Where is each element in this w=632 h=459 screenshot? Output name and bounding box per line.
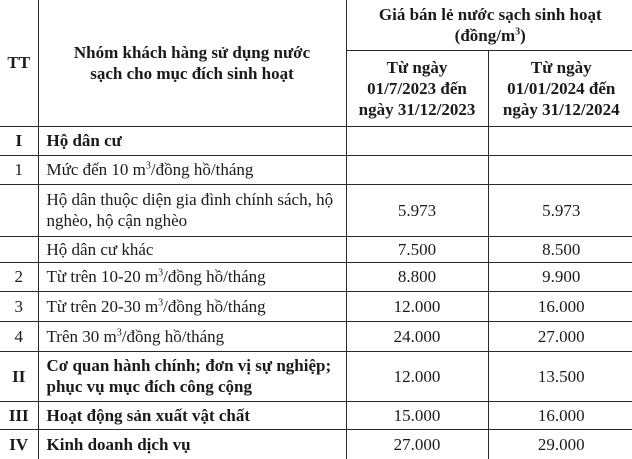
header-price xyxy=(346,0,632,50)
row-price-2023: 12.000 xyxy=(346,351,488,401)
row-price-2024: 27.000 xyxy=(488,321,632,351)
table-row xyxy=(0,291,632,321)
row-price-2024: 29.000 xyxy=(488,429,632,459)
row-name: Hộ dân thuộc diện gia đình chính sách, hộ nghèo, hộ cận nghèo xyxy=(38,184,346,236)
row-price-2023: 8.800 xyxy=(346,262,488,291)
row-price-2023: 5.973 xyxy=(346,184,488,236)
row-price-2024: 8.500 xyxy=(488,236,632,262)
row-price-2023 xyxy=(346,155,488,184)
row-price-2024: 9.900 xyxy=(488,262,632,291)
row-price-2023: 24.000 xyxy=(346,321,488,351)
table-row xyxy=(0,126,632,155)
row-name: Từ trên 20-30 $m^3$/đồng hồ/tháng xyxy=(38,291,346,321)
row-price-2023: 15.000 xyxy=(346,401,488,429)
row-price-2024: 16.000 xyxy=(488,291,632,321)
header-tt: TT xyxy=(0,0,38,126)
row-price-2023 xyxy=(346,126,488,155)
row-price-2024 xyxy=(488,155,632,184)
row-name: Hộ dân cư khác xyxy=(38,236,346,262)
table-row xyxy=(0,236,632,262)
row-tt: 2 xyxy=(0,262,38,291)
header-price-unit: $(đồng/m^3)$ xyxy=(454,25,526,45)
row-tt: III xyxy=(0,401,38,429)
header-period-2024: Từ ngày 01/01/2024 đến ngày 31/12/2024 xyxy=(488,50,632,126)
row-name: Mức đến 10 $m^3$/đồng hồ/tháng xyxy=(38,155,346,184)
row-price-2024: 13.500 xyxy=(488,351,632,401)
row-price-2024: 16.000 xyxy=(488,401,632,429)
table-row xyxy=(0,351,632,401)
header-customer-group xyxy=(38,0,346,126)
row-tt: IV xyxy=(0,429,38,459)
table-row xyxy=(0,321,632,351)
table-row xyxy=(0,155,632,184)
row-tt: II xyxy=(0,351,38,401)
row-price-2024: 5.973 xyxy=(488,184,632,236)
header-customer-group-label: Nhóm khách hàng sử dụng nước sạch cho mục đích sinh hoạt xyxy=(73,42,311,83)
table-row xyxy=(0,262,632,291)
row-price-2023: 12.000 xyxy=(346,291,488,321)
row-tt xyxy=(0,184,38,236)
row-price-2023: 7.500 xyxy=(346,236,488,262)
row-tt: 3 xyxy=(0,291,38,321)
row-price-2024 xyxy=(488,126,632,155)
row-name: Từ trên 10-20 $m^3$/đồng hồ/tháng xyxy=(38,262,346,291)
row-name: Trên 30 $m^3$/đồng hồ/tháng xyxy=(38,321,346,351)
row-name: Hộ dân cư xyxy=(38,126,346,155)
row-name: Hoạt động sản xuất vật chất xyxy=(38,401,346,429)
header-price-title: Giá bán lẻ nước sạch sinh hoạt xyxy=(378,4,602,24)
header-period-2023: Từ ngày 01/7/2023 đến ngày 31/12/2023 xyxy=(346,50,488,126)
row-name: Kinh doanh dịch vụ xyxy=(38,429,346,459)
table-row xyxy=(0,429,632,459)
row-tt: 4 xyxy=(0,321,38,351)
table-row xyxy=(0,184,632,236)
table-row xyxy=(0,401,632,429)
row-name: Cơ quan hành chính; đơn vị sự nghiệp; phục vụ mục đích công cộng xyxy=(38,351,346,401)
row-tt: I xyxy=(0,126,38,155)
row-price-2023: 27.000 xyxy=(346,429,488,459)
row-tt: 1 xyxy=(0,155,38,184)
row-tt xyxy=(0,236,38,262)
